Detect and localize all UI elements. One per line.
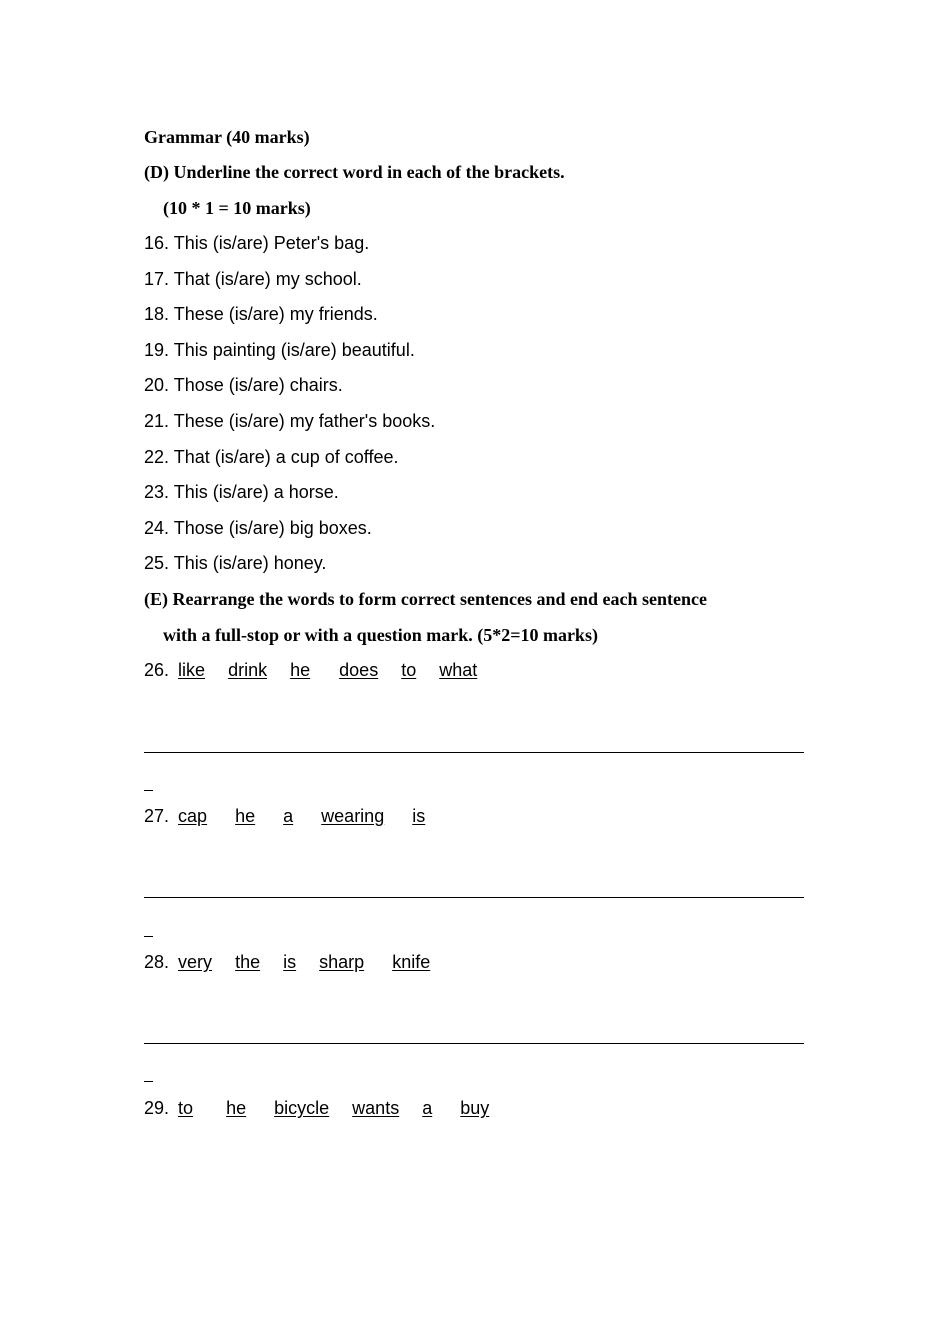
scrambled-word: to xyxy=(401,660,417,680)
scrambled-word: like xyxy=(178,660,206,680)
question-number: 26. xyxy=(144,660,170,680)
scrambled-word: he xyxy=(235,806,256,826)
word-list xyxy=(174,952,430,972)
question-18: 18. These (is/are) my friends. xyxy=(144,304,378,324)
word-list xyxy=(174,806,425,826)
question-number: 28. xyxy=(144,952,170,972)
question-29 xyxy=(144,1097,489,1119)
question-27 xyxy=(144,805,425,827)
question-16: 16. This (is/are) Peter's bag. xyxy=(144,233,370,253)
question-28 xyxy=(144,951,430,973)
scrambled-word: is xyxy=(412,806,426,826)
section-d-instruction: (D) Underline the correct word in each of the brackets. xyxy=(144,162,565,182)
scrambled-word: the xyxy=(235,952,261,972)
section-e-instruction-line2: with a full-stop or with a question mark. (5*2=10 marks) xyxy=(163,625,598,645)
question-number: 27. xyxy=(144,806,170,826)
scrambled-word: buy xyxy=(460,1098,490,1118)
scrambled-word: he xyxy=(226,1098,247,1118)
question-26 xyxy=(144,659,477,681)
scrambled-word: he xyxy=(290,660,311,680)
answer-line-overflow xyxy=(144,936,153,937)
answer-line-overflow xyxy=(144,1081,153,1082)
word-list xyxy=(174,660,477,680)
question-number: 29. xyxy=(144,1098,170,1118)
question-17: 17. That (is/are) my school. xyxy=(144,269,362,289)
question-19: 19. This painting (is/are) beautiful. xyxy=(144,340,415,360)
scrambled-word: drink xyxy=(228,660,268,680)
answer-line-overflow xyxy=(144,790,153,791)
question-21: 21. These (is/are) my father's books. xyxy=(144,411,436,431)
scrambled-word: sharp xyxy=(319,952,365,972)
scrambled-word: is xyxy=(283,952,297,972)
scrambled-word: cap xyxy=(178,806,208,826)
answer-line[interactable] xyxy=(144,897,804,898)
scrambled-word: a xyxy=(422,1098,433,1118)
scrambled-word: knife xyxy=(392,952,431,972)
grammar-heading: Grammar (40 marks) xyxy=(144,127,310,147)
word-list xyxy=(174,1098,489,1118)
section-e-instruction-line1: (E) Rearrange the words to form correct sentences and end each sentence xyxy=(144,589,708,609)
answer-line[interactable] xyxy=(144,752,804,753)
section-d-marks: (10 * 1 = 10 marks) xyxy=(163,198,311,218)
question-25: 25. This (is/are) honey. xyxy=(144,553,327,573)
question-24: 24. Those (is/are) big boxes. xyxy=(144,518,372,538)
scrambled-word: to xyxy=(178,1098,194,1118)
question-22: 22. That (is/are) a cup of coffee. xyxy=(144,447,399,467)
answer-line[interactable] xyxy=(144,1043,804,1044)
scrambled-word: bicycle xyxy=(274,1098,330,1118)
scrambled-word: a xyxy=(283,806,294,826)
scrambled-word: what xyxy=(439,660,478,680)
scrambled-word: wearing xyxy=(321,806,385,826)
scrambled-word: very xyxy=(178,952,213,972)
question-20: 20. Those (is/are) chairs. xyxy=(144,375,343,395)
question-23: 23. This (is/are) a horse. xyxy=(144,482,339,502)
scrambled-word: wants xyxy=(352,1098,400,1118)
scrambled-word: does xyxy=(339,660,379,680)
